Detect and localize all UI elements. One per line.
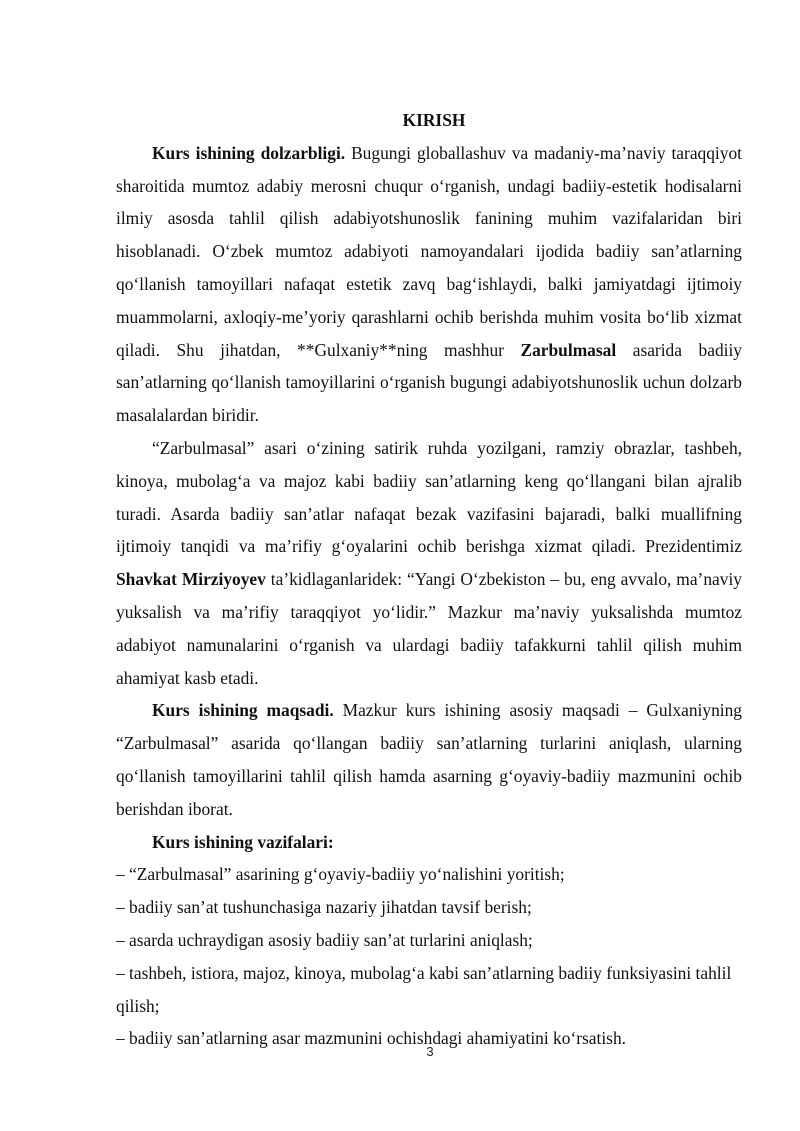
president-name-bold: Shavkat Mirziyoyev <box>116 569 266 590</box>
heading-goal: Kurs ishining maqsadi. <box>152 700 334 721</box>
section-title: KIRISH <box>402 110 466 130</box>
paragraph-context-text-b: ta’kidlaganlaridek: “Yangi O‘zbekiston – bu, eng avvalo, ma’naviy yuksalish va ma’rifiy taraqqiyot yo‘lidir.” Mazkur ma’naviy yuksalishda mumtoz adabiyot namunalarini o‘rganish va ulardagi badiiy tafakkurni tahlil qilish muhim ahamiyat kasb etadi. <box>116 569 742 688</box>
paragraph-relevance <box>116 137 742 432</box>
paragraph-context-text-a: “Zarbulmasal” asari o‘zining satirik ruhda yozilgani, ramziy obrazlar, tashbeh, kinoya, mubolag‘a va majoz kabi badiiy san’atlarning keng qo‘llangani bilan ajralib turadi. Asarda badiiy san’atlar nafaqat bezak vazifasini bajaradi, balki muallifning ijtimoiy tanqidi va ma’rifiy g‘oyalarini ochib berishga xizmat qiladi. Prezidentimiz <box>116 437 742 557</box>
task-item: – badiiy san’at tushunchasiga nazariy jihatdan tavsif berish; <box>116 897 532 918</box>
page-number: 3 <box>426 1044 434 1059</box>
heading-relevance: Kurs ishining dolzarbligi. <box>152 142 346 163</box>
document-page <box>116 104 742 1055</box>
heading-tasks: Kurs ishining vazifalari: <box>152 831 334 852</box>
task-item: – badiiy san’atlarning asar mazmunini ochishdagi ahamiyatini ko‘rsatish. <box>116 1028 626 1049</box>
task-item: – “Zarbulmasal” asarining g‘oyaviy-badiiy yo‘nalishini yoritish; <box>116 864 565 885</box>
paragraph-relevance-text-b: asarida badiiy san’atlarning qo‘llanish tamoyillarini o‘rganish bugungi adabiyotshunoslik uchun dolzarb masalalardan biridir. <box>116 339 743 426</box>
paragraph-context <box>116 432 742 694</box>
paragraph-goal-text: Mazkur kurs ishining asosiy maqsadi – Gulxaniyning “Zarbulmasal” asarida qo‘llangan badiiy san’atlarning turlarini aniqlash, ularning qo‘llanish tamoyillarini tahlil qilish hamda asarning g‘oyaviy-badiiy mazmunini ochib berishdan iborat. <box>116 700 742 819</box>
paragraph-tasks-heading <box>116 826 742 859</box>
paragraph-relevance-text-a: Bugungi globallashuv va madaniy-ma’naviy taraqqiyot sharoitida mumtoz adabiy merosni chuqur o‘rganish, undagi badiiy-estetik hodisalarni ilmiy asosda tahlil qilish adabiyotshunoslik fanining muhim vazifalaridan biri hisoblanadi. O‘zbek mumtoz adabiyoti namoyandalari ijodida badiiy san’atlarning qo‘llanish tamoyillari nafaqat estetik zavq bag‘ishlaydi, balki jamiyatdagi ijtimoiy muammolarni, axloqiy-me’yoriy qarashlarni ochib berishda muhim vosita bo‘lib xizmat qiladi. Shu jihatdan, **Gulxaniy**ning mashhur <box>116 142 742 360</box>
work-title-bold: Zarbulmasal <box>520 339 617 360</box>
paragraph-goal <box>116 694 742 825</box>
task-item: – tashbeh, istiora, majoz, kinoya, mubolag‘a kabi san’atlarning badiiy funksiyasini tahlil qilish; <box>116 962 732 1016</box>
task-item: – asarda uchraydigan asosiy badiiy san’at turlarini aniqlash; <box>116 929 533 950</box>
